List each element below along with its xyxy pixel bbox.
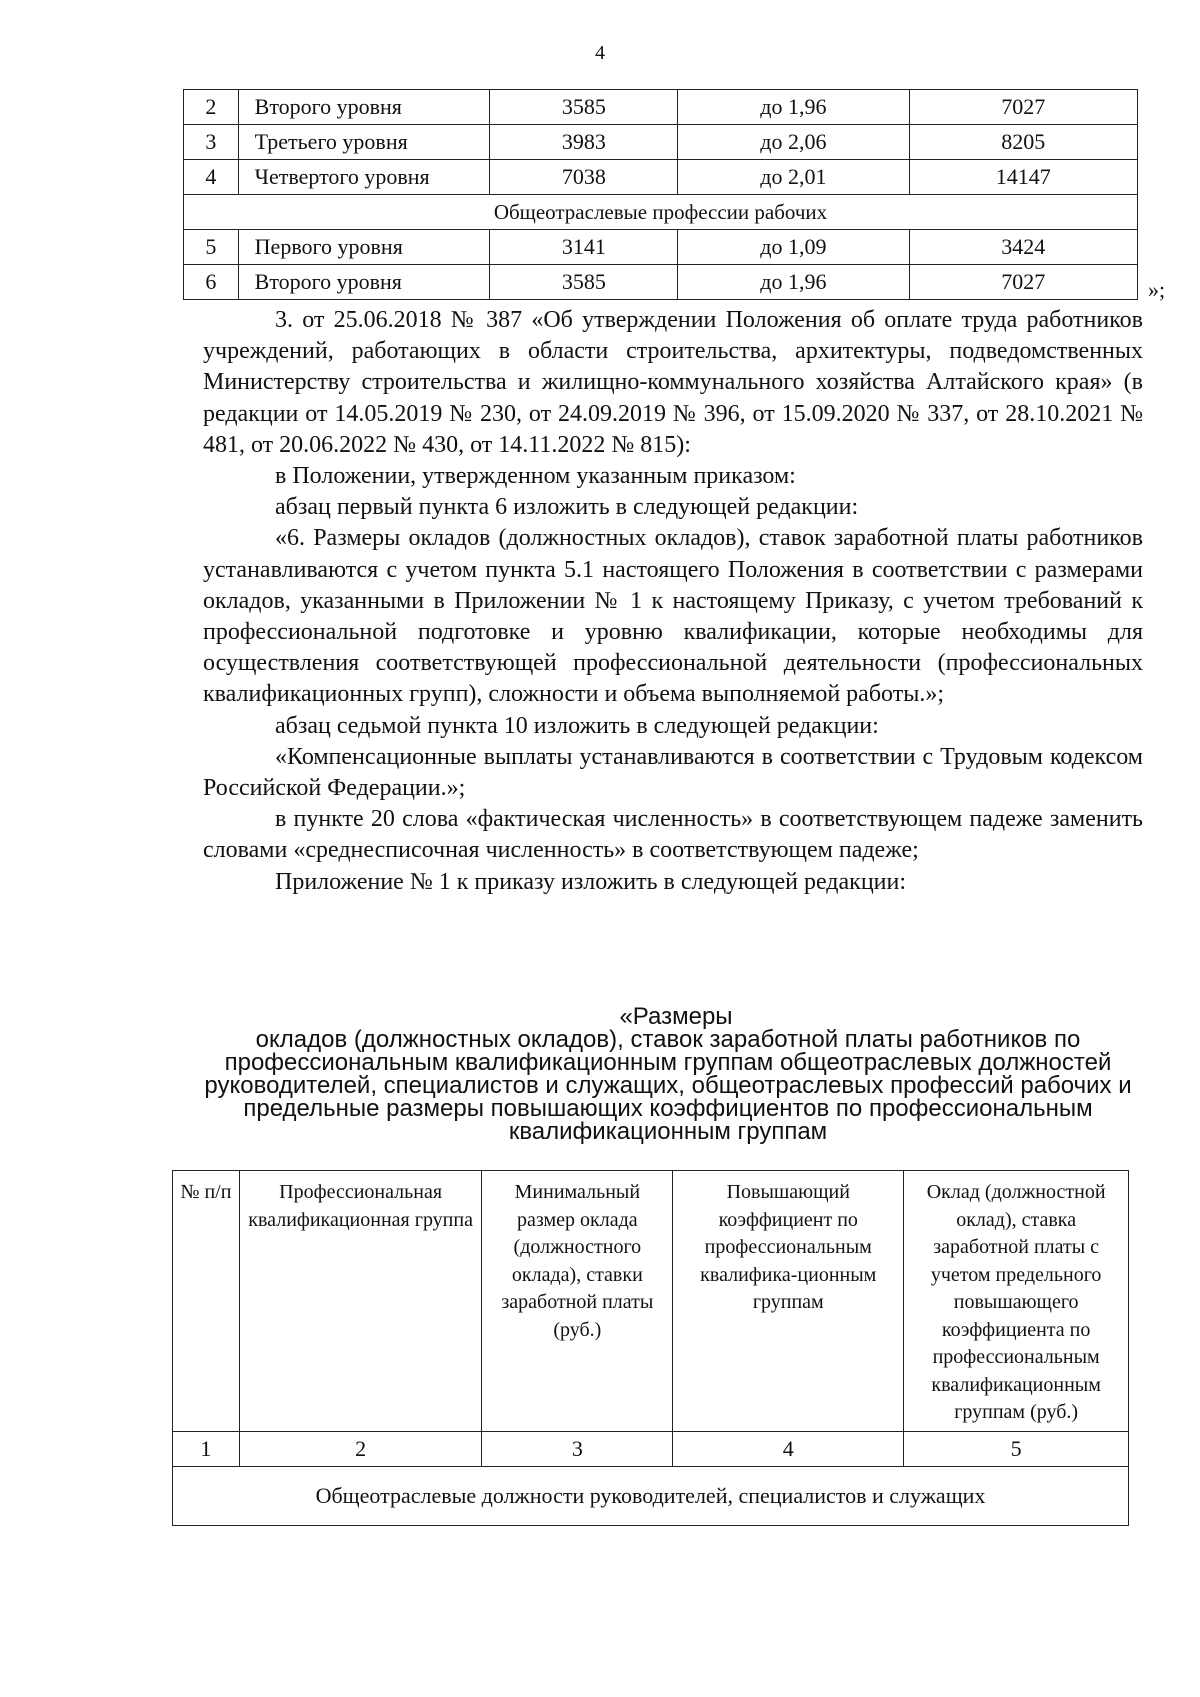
row-number: 2 — [184, 90, 239, 125]
column-index: 1 — [173, 1431, 240, 1466]
header-number: № п/п — [173, 1171, 240, 1432]
max-salary: 7027 — [909, 90, 1138, 125]
coefficient: до 2,01 — [678, 160, 909, 195]
table-row — [184, 90, 1138, 125]
table-section-row — [173, 1466, 1129, 1525]
paragraph: абзац первый пункта 6 изложить в следующей редакции: — [275, 494, 859, 521]
header-group: Профессиональная квалификационная группа — [239, 1171, 482, 1432]
max-salary: 3424 — [909, 230, 1138, 265]
section-title: Общеотраслевые профессии рабочих — [184, 195, 1138, 230]
page-number: 4 — [595, 42, 605, 64]
table-row — [184, 230, 1138, 265]
coefficient: до 1,96 — [678, 90, 909, 125]
appendix-title — [203, 1005, 1133, 1143]
table-row — [184, 160, 1138, 195]
row-number: 6 — [184, 265, 239, 300]
appendix-title-first-line: «Размеры — [619, 1003, 733, 1030]
column-index-row — [173, 1431, 1129, 1466]
document-body — [203, 305, 1143, 898]
table-section-row — [184, 195, 1138, 230]
min-salary: 3141 — [490, 230, 678, 265]
group-level: Первого уровня — [238, 230, 490, 265]
section-title: Общеотраслевые должности руководителей, специалистов и служащих — [173, 1466, 1129, 1525]
min-salary: 3585 — [490, 265, 678, 300]
min-salary: 3983 — [490, 125, 678, 160]
group-level: Третьего уровня — [238, 125, 490, 160]
appendix-title-rest: окладов (должностных окладов), ставок заработной платы работников по профессиональным квалификационным группам общеотраслевых должностей руководителей, специалистов и служащих, общеотраслевых профессий рабочих и предельные размеры повышающих коэффициентов по профессиональным квалификационным группам — [204, 1026, 1132, 1145]
salary-appendix-table — [172, 1170, 1129, 1526]
paragraph: в пункте 20 слова «фактическая численность» в соответствующем падеже заменить словами «среднесписочная численность» в соответствующем падеже; — [203, 806, 1143, 864]
row-number: 5 — [184, 230, 239, 265]
coefficient: до 1,96 — [678, 265, 909, 300]
header-min-salary: Минимальный размер оклада (должностного оклада), ставки заработной платы (руб.) — [482, 1171, 673, 1432]
paragraph-order-3: 3. от 25.06.2018 № 387 «Об утверждении Положения об оплате труда работников учреждений, работающих в области строительства, архитектуры, подведомственных Министерству строительства и жилищно-коммунального хозяйства Алтайского края» (в редакции от 14.05.2019 № 230, от 24.09.2019 № 396, от 15.09.2020 № 337, от 28.10.2021 № 481, от 20.06.2022 № 430, от 14.11.2022 № 815): — [203, 307, 1143, 458]
paragraph: абзац седьмой пункта 10 изложить в следующей редакции: — [275, 712, 879, 739]
paragraph: «6. Размеры окладов (должностных окладов), ставок заработной платы работников устанавливаются с учетом пункта 5.1 настоящего Положения в соответствии с размерами окладов, указанными в Приложении № 1 к настоящему Приказу, с учетом требований к профессиональной подготовке и уровню квалификации, которые необходимы для осуществления соответствующей профессиональной деятельности (профессиональных квалификационных групп), сложности и объема выполняемой работы.»; — [203, 525, 1143, 708]
max-salary: 7027 — [909, 265, 1138, 300]
header-coefficient: Повышающий коэффициент по профессиональным квалифика-ционным группам — [673, 1171, 904, 1432]
salary-table-continuation — [183, 89, 1138, 300]
min-salary: 7038 — [490, 160, 678, 195]
group-level: Второго уровня — [238, 265, 490, 300]
header-max-salary: Оклад (должностной оклад), ставка заработной платы с учетом предельного повышающего коэффициента по профессиональным квалификационным группам (руб.) — [904, 1171, 1129, 1432]
max-salary: 8205 — [909, 125, 1138, 160]
max-salary: 14147 — [909, 160, 1138, 195]
closing-quote: »; — [1148, 277, 1166, 302]
table-row — [184, 265, 1138, 300]
column-index: 3 — [482, 1431, 673, 1466]
coefficient: до 2,06 — [678, 125, 909, 160]
paragraph: «Компенсационные выплаты устанавливаются в соответствии с Трудовым кодексом Российской Федерации.»; — [203, 743, 1143, 802]
group-level: Второго уровня — [238, 90, 490, 125]
row-number: 3 — [184, 125, 239, 160]
column-index: 2 — [239, 1431, 482, 1466]
table-header-row — [173, 1171, 1129, 1432]
coefficient: до 1,09 — [678, 230, 909, 265]
paragraph: Приложение № 1 к приказу изложить в следующей редакции: — [275, 868, 907, 895]
group-level: Четвертого уровня — [238, 160, 490, 195]
min-salary: 3585 — [490, 90, 678, 125]
paragraph: в Положении, утвержденном указанным приказом: — [275, 463, 796, 490]
table-row — [184, 125, 1138, 160]
row-number: 4 — [184, 160, 239, 195]
column-index: 4 — [673, 1431, 904, 1466]
column-index: 5 — [904, 1431, 1129, 1466]
